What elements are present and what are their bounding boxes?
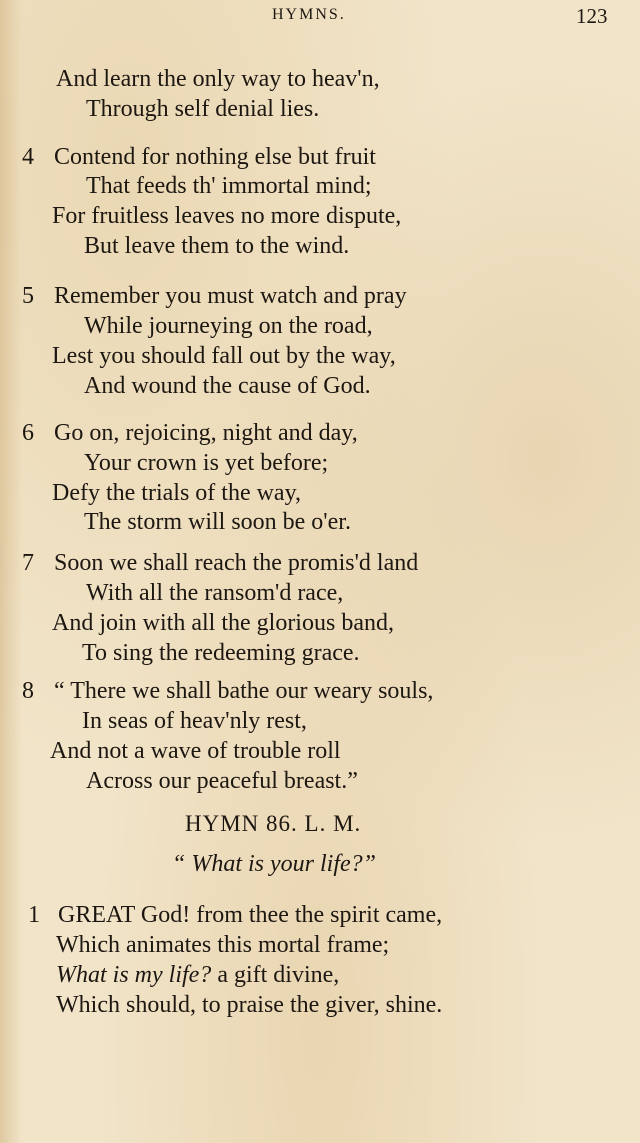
verse-line: Through self denial lies. xyxy=(86,96,320,122)
running-head: HYMNS. xyxy=(272,6,346,23)
verse-line: Which animates this mortal frame; xyxy=(56,932,390,958)
verse-line: To sing the redeeming grace. xyxy=(82,640,360,666)
verse-line: Soon we shall reach the promis'd land xyxy=(54,550,419,576)
verse-line: And learn the only way to heav'n, xyxy=(56,66,380,92)
stanza-number: 8 xyxy=(22,678,34,704)
verse-line: Contend for nothing else but fruit xyxy=(54,144,376,170)
italic-phrase: What is my life? xyxy=(56,962,212,988)
verse-line: And not a wave of trouble roll xyxy=(50,738,341,764)
verse-line: For fruitless leaves no more dispute, xyxy=(52,203,402,229)
verse-line: Which should, to praise the giver, shine. xyxy=(56,992,443,1018)
verse-line: Remember you must watch and pray xyxy=(54,283,407,309)
verse-line: In seas of heav'nly rest, xyxy=(82,708,307,734)
verse-line: Across our peaceful breast.” xyxy=(86,768,358,794)
stanza-number: 4 xyxy=(22,144,34,170)
verse-line: Lest you should fall out by the way, xyxy=(52,343,396,369)
verse-line: But leave them to the wind. xyxy=(84,233,350,259)
verse-line: And wound the cause of God. xyxy=(84,373,371,399)
hymn-title: HYMN 86. L. M. xyxy=(185,811,362,836)
stanza-number: 6 xyxy=(22,420,34,446)
verse-line: Go on, rejoicing, night and day, xyxy=(54,420,358,446)
verse-line: GREAT God! from thee the spirit came, xyxy=(58,902,443,928)
verse-line: And join with all the glorious band, xyxy=(52,610,394,636)
verse-line xyxy=(56,960,339,990)
stanza-number: 1 xyxy=(28,902,40,928)
verse-line: Your crown is yet before; xyxy=(84,450,329,476)
hymn-subtitle: “ What is your life?” xyxy=(172,851,377,877)
verse-line: While journeying on the road, xyxy=(84,313,373,339)
verse-line-rest: a gift divine, xyxy=(217,962,340,988)
stanza-number: 7 xyxy=(22,550,34,576)
verse-line: The storm will soon be o'er. xyxy=(84,509,351,535)
verse-line: That feeds th' immortal mind; xyxy=(86,173,372,199)
stanza-number: 5 xyxy=(22,283,34,309)
verse-line: With all the ransom'd race, xyxy=(86,580,344,606)
verse-line: “ There we shall bathe our weary souls, xyxy=(54,678,434,704)
verse-line: Defy the trials of the way, xyxy=(52,480,302,506)
page-number: 123 xyxy=(576,4,608,28)
